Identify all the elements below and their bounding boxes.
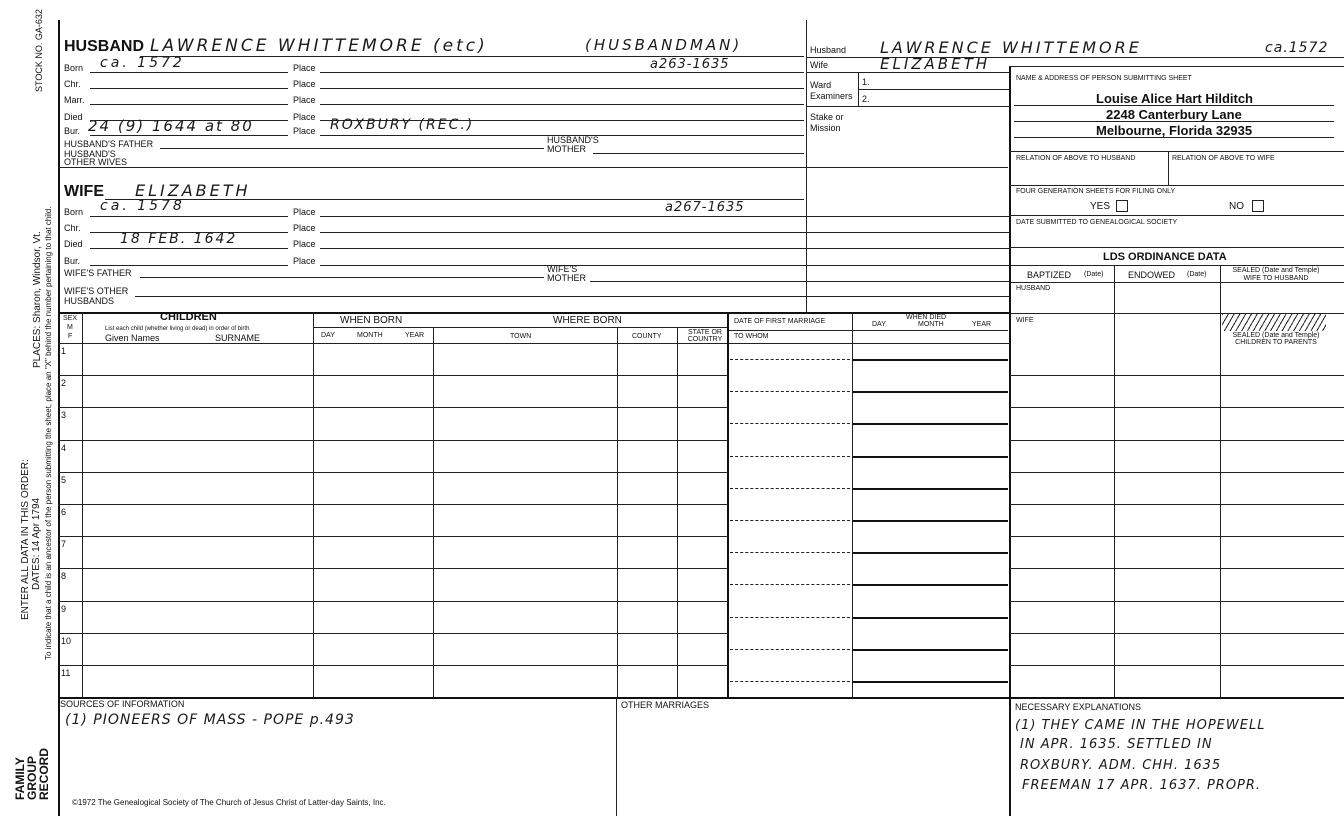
lds-sealed-wife: SEALED (Date and Temple) WIFE TO HUSBAND (1232, 267, 1320, 282)
died-line (852, 584, 1008, 586)
submitter-label: NAME & ADDRESS OF PERSON SUBMITTING SHEET (1016, 75, 1192, 82)
husband-chr-label: Chr. (64, 79, 81, 89)
husband-died-label: Died (64, 112, 83, 122)
given-names-label: Given Names (105, 333, 160, 343)
sources-text: (1) PIONEERS OF MASS - POPE p.493 (65, 712, 355, 728)
husband-father-label: HUSBAND'S FATHER (64, 139, 154, 149)
died-line (852, 617, 1008, 619)
child-row-number: 8 (61, 571, 67, 581)
wife-died-label: Died (64, 239, 83, 249)
to-whom-label: TO WHOM (734, 333, 769, 340)
wife-died: 18 FEB. 1642 (120, 231, 238, 247)
died-line (852, 488, 1008, 490)
state-country-label: STATE OR COUNTRY (687, 329, 723, 343)
lds-row-line (1010, 440, 1344, 441)
husband-occupation: (HUSBANDMAN) (585, 36, 743, 54)
lds-wife-row: WIFE (1016, 317, 1034, 324)
sources-label: SOURCES OF INFORMATION (60, 699, 185, 709)
child-row-line (58, 472, 728, 473)
when-died-label: WHEN DIED (906, 314, 947, 321)
relation-wife-label: RELATION OF ABOVE TO WIFE (1172, 155, 1275, 162)
form-title: FAMILY GROUP RECORD (13, 747, 51, 800)
child-row-number: 11 (61, 668, 71, 678)
divider-right-panel (1009, 66, 1011, 816)
sex-m: M (67, 324, 73, 331)
husband-born: ca. 1572 (100, 55, 185, 71)
lds-row-line (1010, 601, 1344, 602)
died-day-label: DAY (872, 321, 886, 328)
children-title: CHILDREN (160, 311, 217, 323)
husband-bur-place-label: Place (293, 126, 316, 136)
husband-other-wives-label: HUSBAND'S OTHER WIVES (64, 149, 128, 167)
wife-born: ca. 1578 (100, 198, 185, 214)
child-row-line (58, 536, 728, 537)
child-row-number: 1 (61, 346, 67, 356)
ancestor-instruction: To indicate that a child is an ancestor of the person submitting the sheet, place an "X" behind the number pertaining to that child. (44, 206, 53, 660)
wife-born-label: Born (64, 207, 84, 217)
no-checkbox[interactable] (1252, 200, 1264, 212)
lds-row-line (1010, 536, 1344, 537)
marriage-dash-line (730, 488, 850, 489)
died-line (852, 649, 1008, 651)
submitter-line3: Melbourne, Florida 32935 (1096, 123, 1253, 138)
wife-chr-place-label: Place (293, 223, 316, 233)
lds-baptized: BAPTIZED (1027, 270, 1072, 280)
husband-born-label: Born (64, 63, 84, 73)
lds-endowed-date: (Date) (1187, 271, 1207, 278)
lds-row-line (1010, 375, 1344, 376)
husband-died-place-label: Place (293, 112, 316, 122)
first-marriage-label: DATE OF FIRST MARRIAGE (734, 318, 826, 325)
died-line (852, 359, 1008, 361)
child-row-number: 2 (61, 378, 67, 388)
explanation-line-1: (1) THEY CAME IN THE HOPEWELL (1015, 718, 1266, 733)
marriage-dash-line (730, 681, 850, 682)
husband-burial-place: ROXBURY (REC.) (330, 117, 475, 133)
child-row-line (58, 568, 728, 569)
lds-row-line (1010, 633, 1344, 634)
husband-heading: HUSBAND (64, 38, 144, 55)
enter-order-note: ENTER ALL DATA IN THIS ORDER: (20, 459, 31, 620)
child-row-number: 5 (61, 475, 67, 485)
husband-mother-label: HUSBAND'S MOTHER (547, 135, 599, 154)
sex-label: SEX (63, 315, 78, 322)
wife-heading: WIFE (64, 183, 104, 200)
explanation-line-3: ROXBURY. ADM. CHH. 1635 (1020, 758, 1222, 773)
marriage-dash-line (730, 391, 850, 392)
child-row-line (58, 665, 728, 666)
lds-row-line (1010, 407, 1344, 408)
county-label: COUNTY (632, 333, 662, 340)
ward-husband-label: Husband (810, 45, 847, 55)
sex-f: F (68, 333, 73, 340)
lds-row-line (1010, 472, 1344, 473)
marriage-dash-line (730, 520, 850, 521)
lds-hatched-cell (1222, 314, 1326, 331)
no-label: NO (1229, 201, 1244, 212)
wife-born-note: a267-1635 (665, 200, 745, 215)
husband-born-place-label: Place (293, 63, 316, 73)
wife-chr-label: Chr. (64, 223, 81, 233)
child-row-number: 7 (61, 539, 67, 549)
wife-died-place-label: Place (293, 239, 316, 249)
wife-other-husbands-label: WIFE'S OTHER HUSBANDS (64, 286, 129, 306)
explanation-line-4: FREEMAN 17 APR. 1637. PROPR. (1022, 778, 1262, 793)
marriage-dash-line (730, 552, 850, 553)
yes-checkbox[interactable] (1116, 200, 1128, 212)
date-submitted-label: DATE SUBMITTED TO GENEALOGICAL SOCIETY (1016, 219, 1178, 226)
ward-husband-name: LAWRENCE WHITTEMORE (880, 38, 1142, 57)
child-row-line (58, 375, 728, 376)
lds-husband-row: HUSBAND (1016, 285, 1051, 292)
explanation-line-2: IN APR. 1635. SETTLED IN (1020, 737, 1213, 752)
wife-bur-label: Bur. (64, 256, 81, 266)
marriage-dash-line (730, 649, 850, 650)
copyright: ©1972 The Genealogical Society of The Church of Jesus Christ of Latter-day Saints, Inc. (72, 798, 386, 807)
submitter-line2: 2248 Canterbury Lane (1106, 107, 1242, 122)
husband-burial-date: 24 (9) 1644 at 80 (88, 117, 254, 135)
stake-label: Stake or Mission (810, 112, 844, 133)
husband-name: LAWRENCE WHITTEMORE (etc) (150, 36, 488, 56)
died-line (852, 456, 1008, 458)
lds-endowed: ENDOWED (1128, 270, 1175, 280)
relation-husband-label: RELATION OF ABOVE TO HUSBAND (1016, 155, 1136, 162)
died-line (852, 681, 1008, 683)
born-day-label: DAY (321, 332, 335, 339)
wife-mother-label: WIFE'S MOTHER (547, 264, 586, 283)
surname-label: SURNAME (215, 333, 261, 343)
ward-wife-label: Wife (810, 60, 828, 70)
marriage-dash-line (730, 456, 850, 457)
husband-marr-label: Marr. (64, 95, 85, 105)
husband-marr-place-label: Place (293, 95, 316, 105)
children-subtitle: List each child (whether living or dead) in order of birth (105, 326, 250, 332)
died-line (852, 423, 1008, 425)
died-line (852, 552, 1008, 554)
marriage-dash-line (730, 423, 850, 424)
when-born-label: WHEN BORN (340, 315, 403, 326)
examiners-label: Examiners (810, 91, 853, 101)
lds-row-line (1010, 504, 1344, 505)
wife-name: ELIZABETH (135, 181, 251, 200)
child-row-line (58, 633, 728, 634)
wife-father-label: WIFE'S FATHER (64, 268, 132, 278)
died-month-label: MONTH (918, 321, 944, 328)
child-row-line (58, 504, 728, 505)
lds-title: LDS ORDINANCE DATA (1103, 251, 1227, 263)
child-row-number: 6 (61, 507, 67, 517)
lds-baptized-date: (Date) (1084, 271, 1104, 278)
places-note: PLACES: Sharon, Windsor, Vt. (32, 231, 43, 368)
other-marriages-label: OTHER MARRIAGES (621, 700, 710, 710)
examiner-2: 2. (862, 94, 870, 104)
died-line (852, 520, 1008, 522)
wife-born-place-label: Place (293, 207, 316, 217)
born-month-label: MONTH (357, 332, 383, 339)
ward-husband-note: ca.1572 (1265, 40, 1329, 56)
husband-chr-place-label: Place (293, 79, 316, 89)
child-row-line (58, 601, 728, 602)
submitter-line1: Louise Alice Hart Hilditch (1096, 91, 1253, 106)
examiner-1: 1. (862, 77, 870, 87)
yes-label: YES (1090, 201, 1111, 212)
wife-bur-place-label: Place (293, 256, 316, 266)
four-gen-label: FOUR GENERATION SHEETS FOR FILING ONLY (1016, 188, 1176, 195)
stock-number: STOCK NO. GA-632 (34, 9, 44, 92)
child-row-line (58, 407, 728, 408)
born-year-label: YEAR (405, 332, 425, 339)
town-label: TOWN (510, 333, 532, 340)
died-line (852, 391, 1008, 393)
dates-note: DATES: 14 Apr 1794 (31, 497, 42, 590)
husband-bur-label: Bur. (64, 126, 81, 136)
child-row-number: 4 (61, 443, 67, 453)
child-row-number: 3 (61, 410, 67, 420)
marriage-dash-line (730, 584, 850, 585)
husband-born-note: a263-1635 (650, 57, 730, 72)
marriage-dash-line (730, 359, 850, 360)
died-year-label: YEAR (972, 321, 992, 328)
ward-label: Ward (810, 80, 832, 90)
where-born-label: WHERE BORN (553, 315, 622, 326)
child-row-number: 10 (61, 636, 72, 646)
lds-row-line (1010, 665, 1344, 666)
explanations-label: NECESSARY EXPLANATIONS (1015, 702, 1142, 712)
child-row-line (58, 440, 728, 441)
marriage-dash-line (730, 617, 850, 618)
lds-sealed-children: SEALED (Date and Temple) CHILDREN TO PARENTS (1232, 332, 1320, 346)
ward-wife-name: ELIZABETH (880, 55, 991, 73)
child-row-number: 9 (61, 604, 67, 614)
lds-row-line (1010, 568, 1344, 569)
